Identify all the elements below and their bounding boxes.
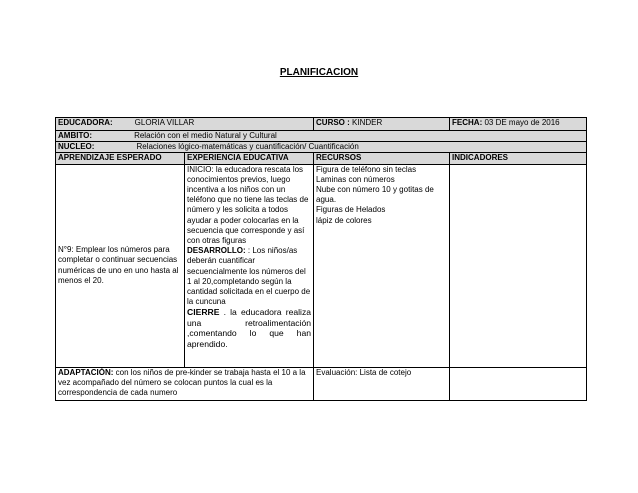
- info-row: [56, 118, 587, 131]
- educadora-label: EDUCADORA:: [58, 118, 113, 127]
- adaptacion-row: [56, 367, 587, 400]
- ambito-cell: [56, 131, 587, 142]
- curso-cell: [314, 118, 450, 131]
- adaptacion-text: con los niños de pre-kinder se trabaja hasta el 10 a la vez acompañado del número se colocan puntos la cual es la correspondencia de cada numero: [58, 367, 306, 398]
- header-recursos: RECURSOS: [314, 153, 450, 164]
- educadora-cell: [56, 118, 314, 131]
- curso-value: KINDER: [352, 118, 383, 127]
- adaptacion-empty-cell: [450, 367, 587, 400]
- recurso-item: Figuras de Helados: [316, 205, 386, 215]
- fecha-value: 03 DE mayo de 2016: [484, 118, 560, 127]
- indicadores-cell: [450, 164, 587, 367]
- curso-label: CURSO :: [316, 118, 350, 127]
- ambito-row: [56, 131, 587, 142]
- adaptacion-cell: [56, 367, 314, 400]
- desarrollo-label: DESARROLLO:: [187, 246, 246, 256]
- ambito-label: AMBITO:: [58, 131, 93, 140]
- page-title: PLANIFICACION: [279, 67, 359, 78]
- aprendizaje-cell: N°9: Emplear los números para completar o continuar secuencias numéricas de uno en uno hasta al menos el 20.: [56, 164, 185, 367]
- header-indicadores: INDICADORES: [450, 153, 587, 164]
- desarrollo-text: : Los niños/as deberán cuantificar secuencialmente los números del 1 al 20,completando según la cantidad solicitada en el cuerpo de la cuncuna: [187, 246, 311, 307]
- header-experiencia: EXPERIENCIA EDUCATIVA: [185, 153, 314, 164]
- planning-table: [55, 117, 587, 401]
- inicio-text: INICIO: la educadora rescata los conocimientos previos, luego incentiva a los niños con un teléfono que no tiene las teclas de número y les solicita a todos ayudar a poder colocarlas en la secuencia que corresponde y así con otras figuras: [187, 164, 309, 246]
- recursos-cell: [314, 164, 450, 367]
- nucleo-cell: [56, 142, 587, 153]
- recurso-item: Nube con número 10 y gotitas de agua.: [316, 185, 434, 205]
- experiencia-cell: [185, 164, 314, 367]
- fecha-cell: [450, 118, 587, 131]
- fecha-label: FECHA:: [452, 118, 483, 127]
- header-aprendizaje: APRENDIZAJE ESPERADO: [56, 153, 185, 164]
- cierre-text: . la educadora realiza una retroalimentación ,comentando lo que han aprendido.: [187, 307, 312, 349]
- nucleo-row: [56, 142, 587, 153]
- content-row: [56, 164, 587, 367]
- educadora-value: GLORIA VILLAR: [134, 118, 195, 127]
- nucleo-label: NUCLEO:: [58, 142, 95, 152]
- recurso-item: Laminas con números: [316, 174, 395, 184]
- recurso-item: Figura de teléfono sin teclas: [316, 164, 417, 174]
- header-row: [56, 153, 587, 164]
- recurso-item: lápiz de colores: [316, 215, 372, 225]
- nucleo-value: Relaciones lógico-matemáticas y cuantificación/ Cuantificación: [136, 142, 359, 152]
- ambito-value: Relación con el medio Natural y Cultural: [134, 131, 277, 140]
- evaluacion-cell: Evaluación: Lista de cotejo: [314, 367, 450, 400]
- adaptacion-label: ADAPTACIÓN:: [58, 367, 114, 377]
- cierre-label: CIERRE: [187, 307, 220, 318]
